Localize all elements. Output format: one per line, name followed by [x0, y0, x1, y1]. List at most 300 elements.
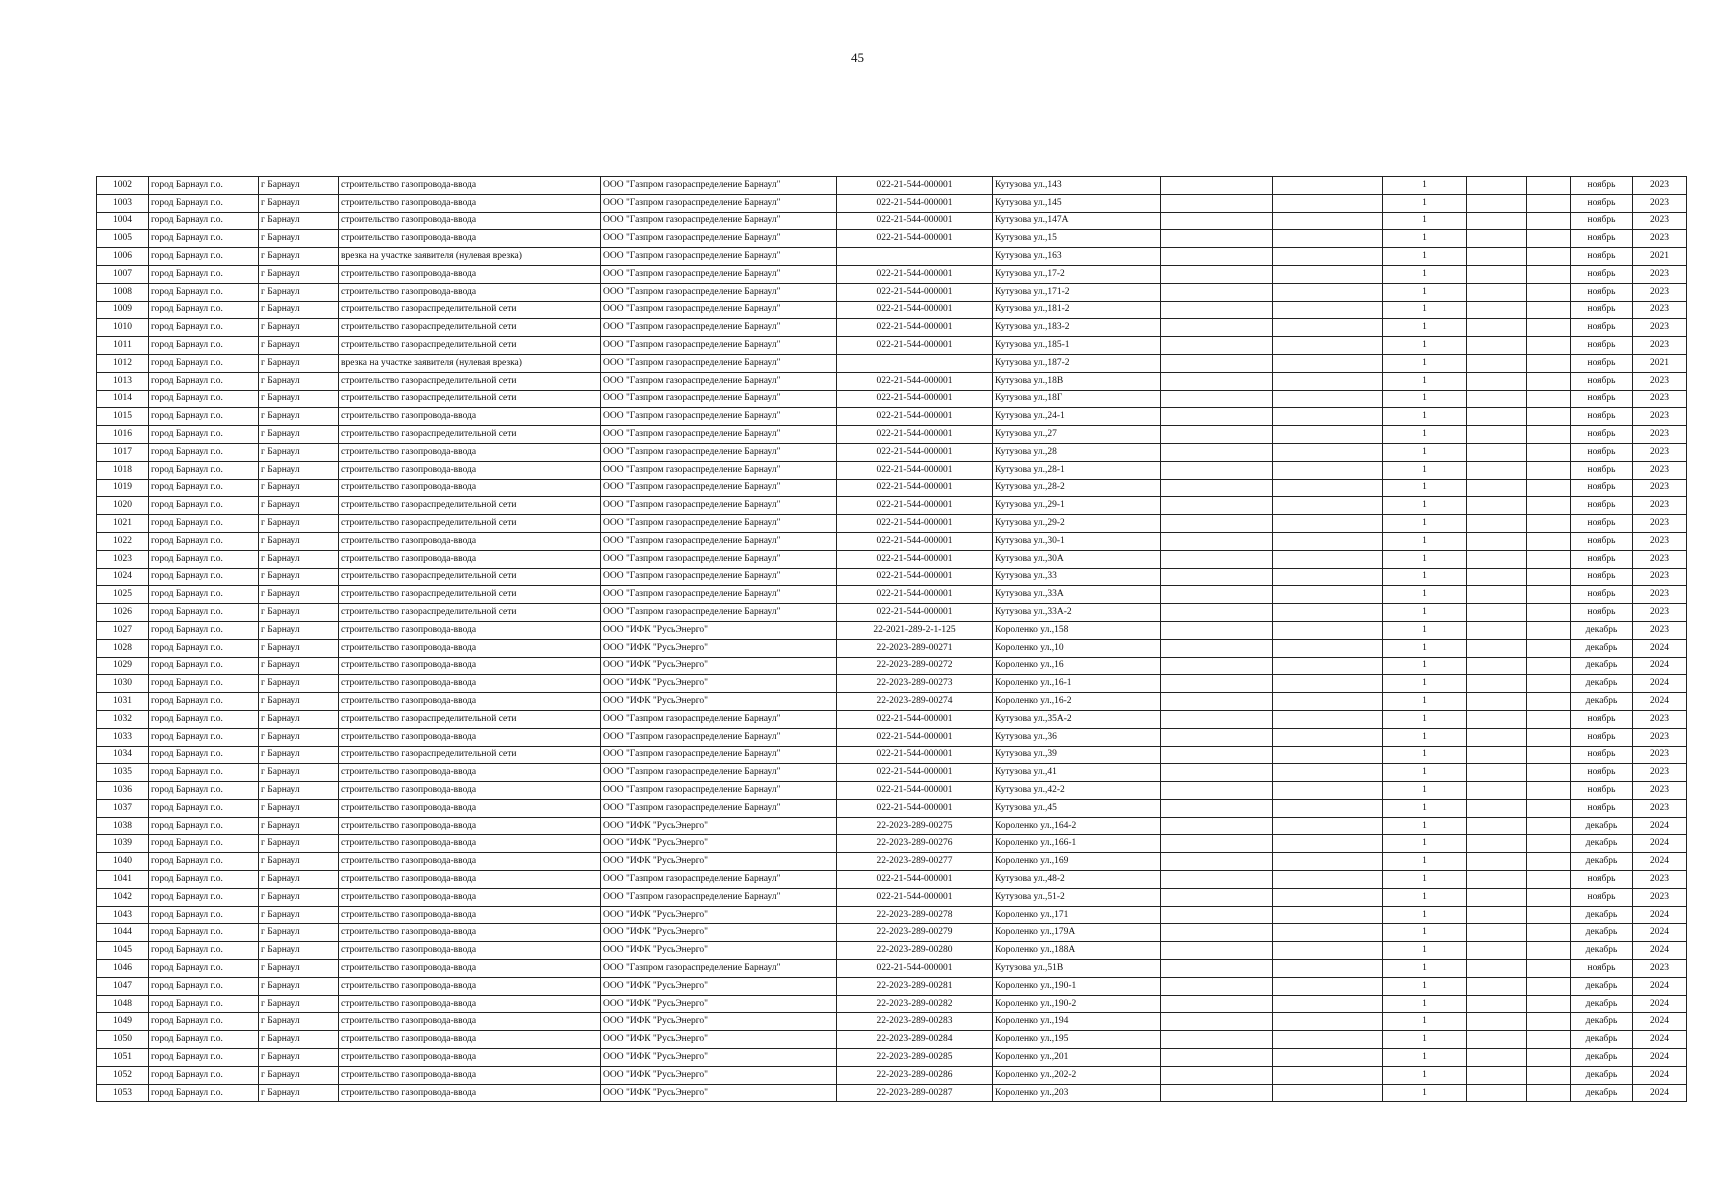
- cell-month: ноябрь: [1571, 301, 1633, 319]
- cell-organization: ООО "ИФК "РусьЭнерго": [601, 924, 837, 942]
- cell-empty-col-2: [1273, 230, 1383, 248]
- cell-empty-col-1: [1161, 568, 1273, 586]
- cell-year: 2024: [1633, 675, 1687, 693]
- cell-empty-col-3: [1467, 817, 1527, 835]
- cell-settlement: г Барнаул: [259, 942, 339, 960]
- cell-empty-col-4: [1527, 408, 1571, 426]
- cell-empty-col-1: [1161, 799, 1273, 817]
- cell-year: 2023: [1633, 337, 1687, 355]
- cell-row-number: 1015: [97, 408, 149, 426]
- cell-work-type: строительство газораспределительной сети: [339, 337, 601, 355]
- cell-program-number: 022-21-544-000001: [837, 586, 993, 604]
- cell-quantity: 1: [1383, 693, 1467, 711]
- cell-row-number: 1010: [97, 319, 149, 337]
- table-row: [97, 817, 1687, 835]
- cell-empty-col-2: [1273, 532, 1383, 550]
- cell-empty-col-4: [1527, 568, 1571, 586]
- cell-empty-col-2: [1273, 906, 1383, 924]
- cell-empty-col-1: [1161, 1066, 1273, 1084]
- cell-municipality: город Барнаул г.о.: [149, 817, 259, 835]
- cell-settlement: г Барнаул: [259, 799, 339, 817]
- cell-quantity: 1: [1383, 621, 1467, 639]
- cell-quantity: 1: [1383, 479, 1467, 497]
- cell-program-number: 022-21-544-000001: [837, 443, 993, 461]
- cell-address: Кутузова ул.,51В: [993, 960, 1161, 978]
- cell-empty-col-1: [1161, 212, 1273, 230]
- cell-organization: ООО "Газпром газораспределение Барнаул": [601, 728, 837, 746]
- cell-program-number: 022-21-544-000001: [837, 372, 993, 390]
- table-row: [97, 621, 1687, 639]
- cell-quantity: 1: [1383, 1084, 1467, 1102]
- cell-empty-col-2: [1273, 1031, 1383, 1049]
- cell-empty-col-2: [1273, 248, 1383, 266]
- table-row: [97, 532, 1687, 550]
- cell-month: декабрь: [1571, 639, 1633, 657]
- cell-settlement: г Барнаул: [259, 372, 339, 390]
- table-row: [97, 942, 1687, 960]
- cell-address: Кутузова ул.,17-2: [993, 265, 1161, 283]
- cell-empty-col-1: [1161, 426, 1273, 444]
- table-row: [97, 1066, 1687, 1084]
- cell-address: Кутузова ул.,33А-2: [993, 604, 1161, 622]
- cell-month: ноябрь: [1571, 372, 1633, 390]
- cell-month: декабрь: [1571, 942, 1633, 960]
- cell-program-number: 022-21-544-000001: [837, 604, 993, 622]
- cell-month: ноябрь: [1571, 177, 1633, 195]
- cell-quantity: 1: [1383, 1031, 1467, 1049]
- cell-address: Кутузова ул.,30-1: [993, 532, 1161, 550]
- cell-address: Короленко ул.,16-2: [993, 693, 1161, 711]
- cell-municipality: город Барнаул г.о.: [149, 942, 259, 960]
- cell-program-number: 22-2023-289-00278: [837, 906, 993, 924]
- cell-quantity: 1: [1383, 799, 1467, 817]
- cell-program-number: 022-21-544-000001: [837, 728, 993, 746]
- cell-empty-col-4: [1527, 1066, 1571, 1084]
- table-row: [97, 675, 1687, 693]
- cell-address: Кутузова ул.,27: [993, 426, 1161, 444]
- cell-empty-col-2: [1273, 1084, 1383, 1102]
- cell-empty-col-3: [1467, 728, 1527, 746]
- cell-empty-col-4: [1527, 835, 1571, 853]
- cell-month: декабрь: [1571, 1013, 1633, 1031]
- cell-empty-col-3: [1467, 586, 1527, 604]
- cell-quantity: 1: [1383, 1049, 1467, 1067]
- cell-work-type: строительство газопровода-ввода: [339, 906, 601, 924]
- cell-row-number: 1019: [97, 479, 149, 497]
- cell-organization: ООО "Газпром газораспределение Барнаул": [601, 248, 837, 266]
- cell-settlement: г Барнаул: [259, 532, 339, 550]
- cell-row-number: 1025: [97, 586, 149, 604]
- cell-settlement: г Барнаул: [259, 426, 339, 444]
- cell-municipality: город Барнаул г.о.: [149, 177, 259, 195]
- cell-empty-col-4: [1527, 942, 1571, 960]
- table-row: [97, 390, 1687, 408]
- cell-program-number: 22-2023-289-00287: [837, 1084, 993, 1102]
- cell-empty-col-2: [1273, 319, 1383, 337]
- cell-program-number: 022-21-544-000001: [837, 479, 993, 497]
- cell-empty-col-4: [1527, 817, 1571, 835]
- cell-empty-col-4: [1527, 1031, 1571, 1049]
- cell-settlement: г Барнаул: [259, 1013, 339, 1031]
- cell-empty-col-2: [1273, 977, 1383, 995]
- cell-empty-col-4: [1527, 372, 1571, 390]
- cell-settlement: г Барнаул: [259, 995, 339, 1013]
- cell-address: Кутузова ул.,185-1: [993, 337, 1161, 355]
- cell-address: Кутузова ул.,183-2: [993, 319, 1161, 337]
- cell-empty-col-2: [1273, 675, 1383, 693]
- cell-empty-col-4: [1527, 604, 1571, 622]
- cell-empty-col-2: [1273, 177, 1383, 195]
- cell-month: ноябрь: [1571, 728, 1633, 746]
- cell-empty-col-1: [1161, 782, 1273, 800]
- cell-address: Кутузова ул.,29-1: [993, 497, 1161, 515]
- cell-address: Короленко ул.,166-1: [993, 835, 1161, 853]
- cell-quantity: 1: [1383, 390, 1467, 408]
- cell-empty-col-3: [1467, 942, 1527, 960]
- cell-month: ноябрь: [1571, 230, 1633, 248]
- cell-month: декабрь: [1571, 621, 1633, 639]
- cell-organization: ООО "ИФК "РусьЭнерго": [601, 621, 837, 639]
- cell-empty-col-3: [1467, 977, 1527, 995]
- cell-settlement: г Барнаул: [259, 337, 339, 355]
- cell-work-type: строительство газопровода-ввода: [339, 693, 601, 711]
- cell-program-number: 022-21-544-000001: [837, 568, 993, 586]
- cell-organization: ООО "Газпром газораспределение Барнаул": [601, 799, 837, 817]
- cell-empty-col-4: [1527, 888, 1571, 906]
- cell-settlement: г Барнаул: [259, 906, 339, 924]
- cell-organization: ООО "Газпром газораспределение Барнаул": [601, 604, 837, 622]
- cell-empty-col-2: [1273, 888, 1383, 906]
- cell-empty-col-3: [1467, 621, 1527, 639]
- cell-empty-col-1: [1161, 728, 1273, 746]
- cell-municipality: город Барнаул г.о.: [149, 515, 259, 533]
- cell-organization: ООО "Газпром газораспределение Барнаул": [601, 871, 837, 889]
- cell-municipality: город Барнаул г.о.: [149, 319, 259, 337]
- cell-quantity: 1: [1383, 871, 1467, 889]
- cell-row-number: 1034: [97, 746, 149, 764]
- table-row: [97, 265, 1687, 283]
- cell-empty-col-3: [1467, 924, 1527, 942]
- cell-month: ноябрь: [1571, 443, 1633, 461]
- cell-month: ноябрь: [1571, 194, 1633, 212]
- cell-settlement: г Барнаул: [259, 746, 339, 764]
- cell-address: Кутузова ул.,145: [993, 194, 1161, 212]
- cell-organization: ООО "Газпром газораспределение Барнаул": [601, 568, 837, 586]
- cell-empty-col-2: [1273, 283, 1383, 301]
- cell-municipality: город Барнаул г.о.: [149, 693, 259, 711]
- cell-settlement: г Барнаул: [259, 177, 339, 195]
- cell-work-type: строительство газопровода-ввода: [339, 1013, 601, 1031]
- cell-empty-col-3: [1467, 461, 1527, 479]
- cell-organization: ООО "Газпром газораспределение Барнаул": [601, 372, 837, 390]
- cell-municipality: город Барнаул г.о.: [149, 550, 259, 568]
- cell-quantity: 1: [1383, 817, 1467, 835]
- cell-month: декабрь: [1571, 1031, 1633, 1049]
- cell-month: ноябрь: [1571, 568, 1633, 586]
- cell-year: 2023: [1633, 532, 1687, 550]
- cell-empty-col-4: [1527, 871, 1571, 889]
- cell-empty-col-3: [1467, 354, 1527, 372]
- cell-work-type: строительство газопровода-ввода: [339, 194, 601, 212]
- cell-empty-col-4: [1527, 960, 1571, 978]
- cell-empty-col-3: [1467, 746, 1527, 764]
- cell-program-number: 022-21-544-000001: [837, 871, 993, 889]
- cell-year: 2023: [1633, 372, 1687, 390]
- cell-empty-col-3: [1467, 301, 1527, 319]
- cell-address: Короленко ул.,190-1: [993, 977, 1161, 995]
- cell-address: Кутузова ул.,28-2: [993, 479, 1161, 497]
- cell-month: декабрь: [1571, 977, 1633, 995]
- cell-municipality: город Барнаул г.о.: [149, 1049, 259, 1067]
- cell-program-number: 022-21-544-000001: [837, 782, 993, 800]
- cell-address: Кутузова ул.,48-2: [993, 871, 1161, 889]
- cell-empty-col-2: [1273, 1049, 1383, 1067]
- cell-organization: ООО "Газпром газораспределение Барнаул": [601, 443, 837, 461]
- cell-municipality: город Барнаул г.о.: [149, 443, 259, 461]
- cell-settlement: г Барнаул: [259, 693, 339, 711]
- cell-month: ноябрь: [1571, 532, 1633, 550]
- cell-row-number: 1029: [97, 657, 149, 675]
- cell-program-number: 022-21-544-000001: [837, 265, 993, 283]
- cell-organization: ООО "Газпром газораспределение Барнаул": [601, 194, 837, 212]
- table-row: [97, 586, 1687, 604]
- cell-municipality: город Барнаул г.о.: [149, 248, 259, 266]
- cell-empty-col-1: [1161, 461, 1273, 479]
- cell-organization: ООО "Газпром газораспределение Барнаул": [601, 532, 837, 550]
- cell-empty-col-4: [1527, 1049, 1571, 1067]
- cell-quantity: 1: [1383, 301, 1467, 319]
- cell-empty-col-3: [1467, 995, 1527, 1013]
- cell-year: 2023: [1633, 461, 1687, 479]
- cell-municipality: город Барнаул г.о.: [149, 1084, 259, 1102]
- cell-empty-col-3: [1467, 283, 1527, 301]
- cell-year: 2023: [1633, 194, 1687, 212]
- cell-settlement: г Барнаул: [259, 248, 339, 266]
- table-row: [97, 871, 1687, 889]
- cell-empty-col-3: [1467, 871, 1527, 889]
- cell-settlement: г Барнаул: [259, 515, 339, 533]
- cell-empty-col-2: [1273, 728, 1383, 746]
- cell-organization: ООО "Газпром газораспределение Барнаул": [601, 230, 837, 248]
- cell-empty-col-1: [1161, 817, 1273, 835]
- cell-settlement: г Барнаул: [259, 568, 339, 586]
- cell-empty-col-1: [1161, 443, 1273, 461]
- cell-empty-col-4: [1527, 390, 1571, 408]
- cell-program-number: 022-21-544-000001: [837, 194, 993, 212]
- cell-address: Кутузова ул.,15: [993, 230, 1161, 248]
- cell-empty-col-2: [1273, 853, 1383, 871]
- cell-year: 2023: [1633, 230, 1687, 248]
- cell-year: 2023: [1633, 782, 1687, 800]
- cell-address: Кутузова ул.,29-2: [993, 515, 1161, 533]
- cell-empty-col-4: [1527, 212, 1571, 230]
- table-row: [97, 657, 1687, 675]
- cell-settlement: г Барнаул: [259, 782, 339, 800]
- cell-municipality: город Барнаул г.о.: [149, 888, 259, 906]
- cell-settlement: г Барнаул: [259, 710, 339, 728]
- table-row: [97, 443, 1687, 461]
- cell-year: 2023: [1633, 764, 1687, 782]
- cell-address: Кутузова ул.,147А: [993, 212, 1161, 230]
- cell-month: ноябрь: [1571, 782, 1633, 800]
- cell-address: Короленко ул.,190-2: [993, 995, 1161, 1013]
- cell-municipality: город Барнаул г.о.: [149, 230, 259, 248]
- cell-work-type: строительство газопровода-ввода: [339, 1049, 601, 1067]
- cell-municipality: город Барнаул г.о.: [149, 960, 259, 978]
- table-row: [97, 746, 1687, 764]
- cell-empty-col-1: [1161, 639, 1273, 657]
- cell-year: 2023: [1633, 212, 1687, 230]
- cell-year: 2021: [1633, 354, 1687, 372]
- cell-quantity: 1: [1383, 194, 1467, 212]
- cell-empty-col-1: [1161, 177, 1273, 195]
- cell-settlement: г Барнаул: [259, 354, 339, 372]
- cell-empty-col-1: [1161, 710, 1273, 728]
- cell-work-type: строительство газопровода-ввода: [339, 461, 601, 479]
- cell-program-number: 022-21-544-000001: [837, 799, 993, 817]
- cell-program-number: 022-21-544-000001: [837, 532, 993, 550]
- cell-municipality: город Барнаул г.о.: [149, 835, 259, 853]
- cell-municipality: город Барнаул г.о.: [149, 710, 259, 728]
- cell-organization: ООО "ИФК "РусьЭнерго": [601, 942, 837, 960]
- cell-work-type: строительство газопровода-ввода: [339, 871, 601, 889]
- cell-settlement: г Барнаул: [259, 212, 339, 230]
- cell-empty-col-4: [1527, 479, 1571, 497]
- cell-empty-col-2: [1273, 568, 1383, 586]
- cell-municipality: город Барнаул г.о.: [149, 639, 259, 657]
- table-row: [97, 977, 1687, 995]
- cell-year: 2024: [1633, 906, 1687, 924]
- cell-quantity: 1: [1383, 942, 1467, 960]
- cell-empty-col-3: [1467, 906, 1527, 924]
- cell-empty-col-1: [1161, 354, 1273, 372]
- cell-address: Кутузова ул.,18В: [993, 372, 1161, 390]
- cell-empty-col-3: [1467, 265, 1527, 283]
- cell-settlement: г Барнаул: [259, 604, 339, 622]
- cell-municipality: город Барнаул г.о.: [149, 461, 259, 479]
- cell-municipality: город Барнаул г.о.: [149, 532, 259, 550]
- cell-empty-col-2: [1273, 1066, 1383, 1084]
- cell-address: Кутузова ул.,24-1: [993, 408, 1161, 426]
- cell-month: декабрь: [1571, 924, 1633, 942]
- cell-empty-col-1: [1161, 1049, 1273, 1067]
- cell-row-number: 1021: [97, 515, 149, 533]
- cell-empty-col-1: [1161, 532, 1273, 550]
- cell-settlement: г Барнаул: [259, 871, 339, 889]
- cell-work-type: строительство газопровода-ввода: [339, 532, 601, 550]
- cell-address: Короленко ул.,16: [993, 657, 1161, 675]
- cell-year: 2024: [1633, 1031, 1687, 1049]
- cell-empty-col-4: [1527, 782, 1571, 800]
- table-row: [97, 408, 1687, 426]
- cell-month: декабрь: [1571, 1066, 1633, 1084]
- cell-address: Кутузова ул.,163: [993, 248, 1161, 266]
- cell-settlement: г Барнаул: [259, 853, 339, 871]
- cell-empty-col-2: [1273, 710, 1383, 728]
- cell-work-type: строительство газораспределительной сети: [339, 319, 601, 337]
- cell-work-type: строительство газораспределительной сети: [339, 746, 601, 764]
- cell-row-number: 1043: [97, 906, 149, 924]
- cell-empty-col-3: [1467, 408, 1527, 426]
- cell-settlement: г Барнаул: [259, 461, 339, 479]
- cell-empty-col-2: [1273, 550, 1383, 568]
- table-row: [97, 479, 1687, 497]
- cell-empty-col-1: [1161, 1031, 1273, 1049]
- cell-empty-col-3: [1467, 710, 1527, 728]
- cell-empty-col-1: [1161, 977, 1273, 995]
- cell-municipality: город Барнаул г.о.: [149, 621, 259, 639]
- cell-empty-col-3: [1467, 604, 1527, 622]
- cell-empty-col-2: [1273, 265, 1383, 283]
- cell-work-type: строительство газопровода-ввода: [339, 782, 601, 800]
- cell-year: 2023: [1633, 621, 1687, 639]
- cell-empty-col-4: [1527, 675, 1571, 693]
- cell-row-number: 1032: [97, 710, 149, 728]
- cell-year: 2023: [1633, 746, 1687, 764]
- cell-municipality: город Барнаул г.о.: [149, 586, 259, 604]
- cell-address: Кутузова ул.,28: [993, 443, 1161, 461]
- cell-organization: ООО "Газпром газораспределение Барнаул": [601, 390, 837, 408]
- cell-row-number: 1023: [97, 550, 149, 568]
- cell-work-type: строительство газопровода-ввода: [339, 212, 601, 230]
- table-row: [97, 728, 1687, 746]
- cell-month: ноябрь: [1571, 354, 1633, 372]
- cell-year: 2024: [1633, 853, 1687, 871]
- cell-work-type: строительство газораспределительной сети: [339, 568, 601, 586]
- cell-settlement: г Барнаул: [259, 817, 339, 835]
- cell-row-number: 1022: [97, 532, 149, 550]
- cell-address: Короленко ул.,194: [993, 1013, 1161, 1031]
- cell-empty-col-3: [1467, 1066, 1527, 1084]
- cell-program-number: 22-2021-289-2-1-125: [837, 621, 993, 639]
- cell-empty-col-2: [1273, 995, 1383, 1013]
- cell-empty-col-4: [1527, 799, 1571, 817]
- cell-organization: ООО "Газпром газораспределение Барнаул": [601, 515, 837, 533]
- cell-row-number: 1017: [97, 443, 149, 461]
- cell-year: 2024: [1633, 1049, 1687, 1067]
- cell-year: 2024: [1633, 977, 1687, 995]
- cell-row-number: 1018: [97, 461, 149, 479]
- cell-empty-col-3: [1467, 568, 1527, 586]
- cell-settlement: г Барнаул: [259, 657, 339, 675]
- cell-quantity: 1: [1383, 230, 1467, 248]
- cell-empty-col-1: [1161, 194, 1273, 212]
- cell-empty-col-3: [1467, 337, 1527, 355]
- cell-settlement: г Барнаул: [259, 497, 339, 515]
- cell-empty-col-1: [1161, 283, 1273, 301]
- cell-quantity: 1: [1383, 568, 1467, 586]
- cell-address: Короленко ул.,164-2: [993, 817, 1161, 835]
- cell-organization: ООО "Газпром газораспределение Барнаул": [601, 177, 837, 195]
- table-row: [97, 194, 1687, 212]
- cell-organization: ООО "Газпром газораспределение Барнаул": [601, 319, 837, 337]
- table-row: [97, 995, 1687, 1013]
- cell-row-number: 1005: [97, 230, 149, 248]
- cell-empty-col-2: [1273, 657, 1383, 675]
- cell-empty-col-1: [1161, 1013, 1273, 1031]
- cell-empty-col-1: [1161, 835, 1273, 853]
- cell-program-number: 022-21-544-000001: [837, 283, 993, 301]
- table-row: [97, 354, 1687, 372]
- cell-empty-col-1: [1161, 960, 1273, 978]
- cell-empty-col-4: [1527, 461, 1571, 479]
- cell-organization: ООО "ИФК "РусьЭнерго": [601, 1084, 837, 1102]
- cell-month: ноябрь: [1571, 408, 1633, 426]
- cell-empty-col-4: [1527, 230, 1571, 248]
- cell-address: Кутузова ул.,39: [993, 746, 1161, 764]
- cell-empty-col-4: [1527, 906, 1571, 924]
- cell-empty-col-2: [1273, 515, 1383, 533]
